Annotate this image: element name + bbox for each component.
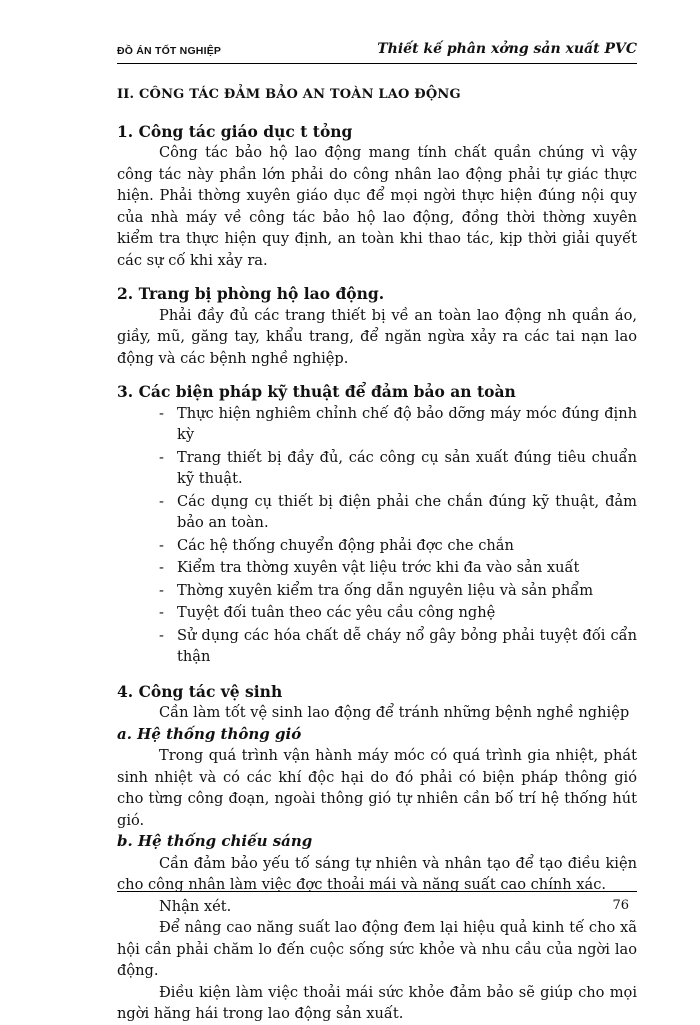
list-item: - Các hệ thống chuyển động phải đợc che chắn bbox=[159, 535, 637, 557]
list-item: - Các dụng cụ thiết bị điện phải che chắn đúng kỹ thuật, đảm bảo an toàn. bbox=[159, 492, 637, 531]
page-number: 76 bbox=[612, 898, 629, 913]
bullet-dash: - bbox=[159, 626, 164, 644]
bullet-dash: - bbox=[159, 448, 164, 466]
bullet-dash: - bbox=[159, 404, 164, 422]
paragraph-protective-equipment: Phải đầy đủ các trang thiết bị về an toàn lao động nh quần áo, giầy, mũ, găng tay, khẩu trang, để ngăn ngừa xảy ra các tai nạn lao động và các bệnh nghề nghiệp. bbox=[117, 306, 637, 367]
list-item: - Thờng xuyên kiểm tra ống dẫn nguyên liệu và sản phẩm bbox=[159, 580, 637, 602]
list-item: - Tuyệt đối tuân theo các yêu cầu công nghệ bbox=[159, 602, 637, 624]
header-thesis-label: ĐỒ ÁN TỐT NGHIỆP bbox=[117, 45, 222, 57]
list-item: - Kiểm tra thờng xuyên vật liệu trớc khi đa vào sản xuất bbox=[159, 557, 637, 579]
bullet-dash: - bbox=[159, 536, 164, 554]
technical-measures-list bbox=[117, 403, 637, 668]
remark-label: Nhận xét. bbox=[159, 897, 232, 915]
paragraph-ventilation: Trong quá trình vận hành máy móc có quá trình gia nhiệt, phát sinh nhiệt và có các khí độc hại do đó phải có biện pháp thông gió cho từng công đoạn, ngoài thông gió tự nhiên cần bố trí hệ thống hút gió. bbox=[117, 747, 637, 829]
paragraph-remark-2: Điều kiện làm việc thoải mái sức khỏe đảm bảo sẽ giúp cho mọi ngời hăng hái trong lao động sản xuất. bbox=[117, 983, 637, 1022]
header-document-title: Thiết kế phân xởng sản xuất PVC bbox=[377, 41, 637, 57]
heading-ventilation: a. Hệ thống thông gió bbox=[117, 724, 302, 743]
list-item: - Thực hiện nghiêm chỉnh chế độ bảo dỡng máy móc đúng định kỳ bbox=[159, 404, 637, 443]
paragraph-education: Công tác bảo hộ lao động mang tính chất quần chúng vì vậy công tác này phần lớn phải do công nhân lao động phải tự giác thực hiện. Phải thờng xuyên giáo dục để mọi ngời thực hiện đúng nội quy của nhà máy về công tác bảo hộ lao động, đồng thời thờng xuyên kiểm tra thực hiện quy định, an toàn khi thao tác, kịp thời giải quyết các sự cố khi xảy ra. bbox=[117, 144, 637, 269]
heading-protective-equipment: 2. Trang bị phòng hộ lao động. bbox=[117, 284, 385, 303]
bullet-dash: - bbox=[159, 492, 164, 510]
bullet-dash: - bbox=[159, 604, 164, 621]
paragraph-lighting: Cần đảm bảo yếu tố sáng tự nhiên và nhân tạo để tạo điều kiện cho công nhân làm việc đợc thoải mái và năng suất cao chính xác. bbox=[117, 854, 637, 893]
page-content bbox=[117, 84, 637, 1025]
section-title: II. CÔNG TÁC ĐẢM BẢO AN TOÀN LAO ĐỘNG bbox=[117, 87, 461, 102]
heading-lighting: b. Hệ thống chiếu sáng bbox=[117, 832, 313, 850]
list-item: - Sử dụng các hóa chất dễ cháy nổ gây bỏng phải tuyệt đối cẩn thận bbox=[159, 626, 637, 665]
heading-technical-measures: 3. Các biện pháp kỹ thuật để đảm bảo an toàn bbox=[117, 382, 516, 401]
page-header bbox=[117, 41, 637, 64]
paragraph-hygiene-intro: Cần làm tốt vệ sinh lao động để tránh những bệnh nghề nghiệp bbox=[159, 704, 630, 721]
heading-hygiene: 4. Công tác vệ sinh bbox=[117, 681, 283, 701]
bullet-dash: - bbox=[159, 559, 164, 576]
paragraph-remark-1: Để nâng cao năng suất lao động đem lại hiệu quả kinh tế cho xã hội cần phải chăm lo đến cuộc sống sức khỏe và nhu cầu của ngời lao động. bbox=[117, 919, 637, 979]
list-item: - Trang thiết bị đầy đủ, các công cụ sản xuất đúng tiêu chuẩn kỹ thuật. bbox=[159, 448, 637, 487]
heading-education: 1. Công tác giáo dục t tỏng bbox=[117, 121, 353, 141]
bullet-dash: - bbox=[159, 581, 164, 599]
